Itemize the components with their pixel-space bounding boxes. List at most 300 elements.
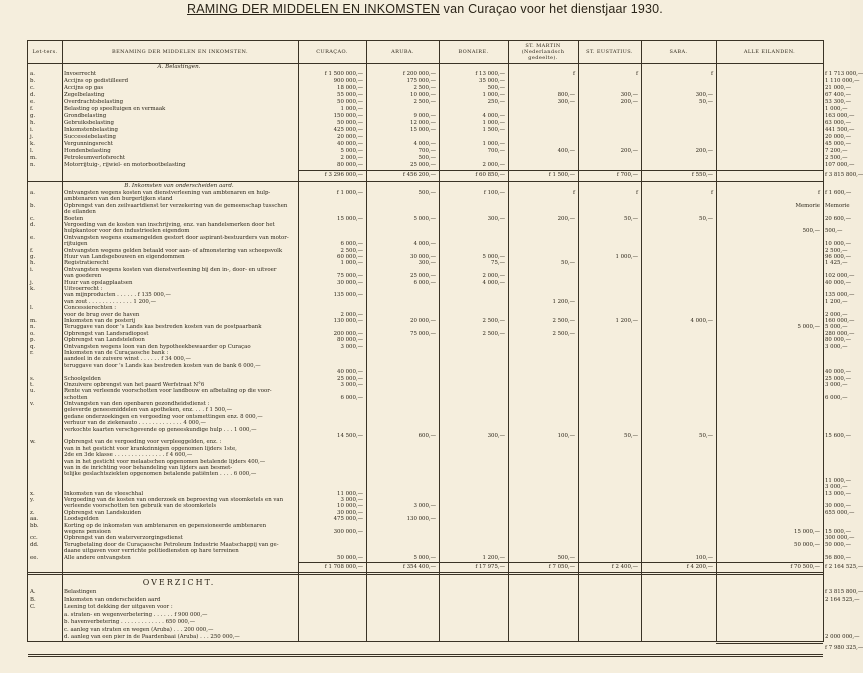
row-value-t: 15 600,— [825, 433, 851, 440]
table-row [28, 644, 863, 652]
row-value-c: 135 000,— [333, 292, 363, 299]
row-letter: n. [30, 162, 36, 168]
row-value-t: f 7 980 325,— [825, 644, 863, 651]
row-letter: w. [30, 439, 36, 446]
row-description: Concessierechten : [64, 305, 117, 312]
row-description: Hondenbelasting [64, 148, 111, 154]
row-value-t: 15 000,— [825, 529, 851, 536]
total-value-e: f 2 400,— [611, 564, 638, 570]
row-description: rijtuigen [64, 241, 88, 248]
header-st-martin: ST. MARTIN (Nederlandsch gedeelte). [521, 43, 565, 61]
row-value-c: 2 500,— [340, 247, 363, 254]
row-value-b: 4 000,— [482, 279, 505, 286]
row-value-t: 25 000,— [825, 375, 851, 382]
row-description: Opbrengst van den waterverzorgingsdienst [64, 535, 183, 542]
row-value-m: 200,— [557, 215, 575, 222]
row-value-s: f [711, 71, 713, 77]
row-value-a: 9 000,— [413, 113, 436, 119]
row-letter: j. [30, 279, 34, 286]
row-description: Opbrengst van den zeilvaartdienst ter verzekering van de gemeenschap tusschen [64, 202, 288, 209]
row-description: Uitvoerrecht : [64, 285, 103, 292]
row-description: Ontvangsten wegens loon van den hypotheekbewaarder op Curaçao [64, 343, 251, 350]
row-description: Huur van Landsgebouwen en eigendommen [64, 253, 185, 260]
row-value-m: 100,— [557, 433, 575, 440]
table-row [28, 612, 823, 619]
row-letter: u. [30, 388, 36, 395]
row-letter: f. [30, 106, 34, 112]
row-letter: n. [30, 324, 36, 331]
row-value-t: 3 000,— [825, 484, 848, 491]
row-letter: r. [30, 349, 34, 356]
header-aruba: ARUBA. [391, 49, 414, 55]
row-value-c: 50 000,— [337, 554, 363, 561]
total-value-al: f 70 500,— [790, 564, 820, 570]
row-description: Gebruiksbelasting [64, 120, 114, 126]
total-value-c: f 1 708 000,— [324, 564, 363, 570]
row-description: Schoolgelden [64, 375, 101, 382]
row-value-t: 53 300,— [825, 99, 851, 105]
row-description: Ontvangsten wegens gelden betaald voor aan- of afmonstering van scheepsvolk [64, 247, 283, 254]
row-description: Leening tot dekking der uitgaven voor : [64, 604, 173, 610]
row-letter: a. [30, 190, 35, 196]
row-letter: A. [30, 589, 36, 595]
row-value-t: 50 000,— [825, 541, 851, 548]
row-description: verkochte kaarten verschgevende op geneeskundige hulp . . . 1 000,— [64, 426, 257, 433]
page-title [0, 2, 850, 16]
row-letter: i. [30, 127, 34, 133]
row-value-t: 300 000,— [825, 535, 855, 542]
row-description: de eilanden [64, 209, 96, 216]
header-name: BENAMING DER MIDDELEN EN INKOMSTEN. [112, 49, 248, 55]
row-value-b: f 100,— [483, 190, 505, 196]
row-description: Teruggave van door 's Lands kas bestreden kosten van de postpaarbank [64, 324, 262, 331]
row-value-m: 800,— [557, 92, 575, 98]
row-description: Accijns op gedistilleerd [64, 78, 129, 84]
row-value-m: 1 200,— [552, 298, 575, 305]
row-value-c: 20 000,— [337, 134, 363, 140]
row-value-m: 400,— [557, 148, 575, 154]
row-description: Belastingen [64, 589, 97, 595]
row-description: Inkomstenbelasting [64, 127, 118, 133]
row-value-c: 5 000,— [340, 148, 363, 154]
row-value-a: 2 500,— [413, 85, 436, 91]
row-value-c: 6 000,— [340, 394, 363, 401]
row-value-c: 425 000,— [333, 127, 363, 133]
row-description: verhuur van de ziekenauto . . . . . . . . . . . . . 4 000,— [64, 420, 206, 427]
header-letters: Let-ters. [32, 49, 58, 55]
row-value-e: 1 200,— [615, 317, 638, 324]
row-value-c: 30 000,— [337, 509, 363, 516]
closing-rule [28, 656, 823, 657]
table-row [28, 554, 851, 562]
header-saba: SABA. [669, 49, 688, 55]
row-letter: b. [30, 78, 36, 84]
row-value-c: 50 000,— [337, 120, 363, 126]
table-row [28, 92, 851, 99]
total-rule [716, 643, 823, 644]
row-description: d. aanleg van een pier in de Paardenbaai (Aruba) . . . 250 000,— [64, 634, 240, 640]
row-value-e: 200,— [620, 148, 638, 154]
row-letter: l. [30, 305, 34, 312]
row-description: Overdrachtsbelasting [64, 99, 124, 105]
row-value-t: 40 000,— [825, 279, 851, 286]
row-value-t: 7 200,— [825, 148, 848, 154]
row-value-al: 50 000,— [794, 541, 820, 548]
row-value-c: 80 000,— [337, 162, 363, 168]
table-row [28, 120, 851, 127]
table-row [28, 589, 863, 596]
row-letter: q. [30, 343, 36, 350]
row-letter: c. [30, 215, 35, 222]
row-value-a: 10 000,— [410, 92, 436, 98]
section-rule [28, 572, 823, 573]
row-value-b: 2 500,— [482, 317, 505, 324]
row-value-c: 80 000,— [337, 337, 363, 344]
row-value-t: 2 500,— [825, 155, 848, 161]
row-value-c: 2 000,— [340, 155, 363, 161]
row-description: Inkomsten van de vleeschhal [64, 490, 144, 497]
row-value-s: 100,— [695, 554, 713, 561]
row-description: Opbrengst van Landstelefoon [64, 337, 145, 344]
row-value-a: 700,— [418, 148, 436, 154]
row-description: Invoerrecht [64, 71, 97, 77]
row-value-b: 700,— [487, 148, 505, 154]
row-letter: z. [30, 509, 35, 516]
table-row [28, 78, 860, 85]
row-value-al: 500,— [802, 228, 820, 235]
row-value-b: 2 000,— [482, 162, 505, 168]
row-value-t: 441 500,— [825, 127, 855, 133]
row-value-m: f [573, 71, 575, 77]
row-value-c: 130 000,— [333, 317, 363, 324]
row-letter: o. [30, 330, 35, 337]
row-value-t: 163 000,— [825, 113, 855, 119]
row-letter: aa. [30, 516, 39, 523]
total-value-s: f 550,— [691, 172, 713, 178]
row-value-c: 15 000,— [337, 215, 363, 222]
row-value-a: 300,— [418, 260, 436, 267]
total-value-b: f 17 975,— [475, 564, 505, 570]
row-value-a: 3 000,— [413, 503, 436, 510]
row-value-t: 40 000,— [825, 369, 851, 376]
row-value-t: f 3 815 800,— [825, 589, 863, 595]
row-value-b: f 13 000,— [475, 71, 505, 77]
row-value-a: 500,— [418, 190, 436, 196]
row-letter: h. [30, 120, 36, 126]
table-row [28, 604, 823, 611]
row-letter: f. [30, 247, 34, 254]
table-row [28, 99, 851, 106]
row-description: verleende voorschotten ten gebruik van de stoomketels [64, 503, 217, 510]
row-value-t: 20 600,— [825, 215, 851, 222]
row-description: 2de en 3de klasse . . . . . . . . . . . . . . . f 4 600,— [64, 452, 193, 459]
row-value-c: 60 000,— [337, 253, 363, 260]
row-description: Ontvangsten wegens kosten van dienstverleening van ambtenaren en hulp- [64, 190, 271, 196]
row-value-c: f 1 500 000,— [324, 71, 363, 77]
row-value-m: 500,— [557, 554, 575, 561]
row-letter: c. [30, 85, 35, 91]
title-rest: van Curaçao voor het dienstjaar 1930. [439, 2, 663, 16]
row-letter: k. [30, 285, 35, 292]
table-row [28, 127, 855, 134]
row-description: Opbrengst van de vergoeding voor verpleeggelden, enz. : [64, 439, 222, 446]
row-value-e: 1 000,— [615, 253, 638, 260]
row-description: Vergunningsrecht [64, 141, 113, 147]
row-value-t: 500,— [825, 228, 843, 235]
row-value-m: 2 500,— [552, 330, 575, 337]
row-value-a: 20 000,— [410, 317, 436, 324]
table-row [28, 134, 851, 141]
row-description: van in het gesticht voor melaatschen opgenomen betalende lijders 400,— [64, 458, 266, 465]
row-letter: k. [30, 141, 35, 147]
row-value-t: 6 000,— [825, 394, 848, 401]
row-description: Ontvangsten van den openbaren gezondheidsdienst : [64, 401, 210, 408]
row-value-t: 45 000,— [825, 141, 851, 147]
row-value-e: 50,— [624, 215, 638, 222]
row-value-t: 5 000,— [825, 324, 848, 331]
row-value-b: 1 200,— [482, 554, 505, 561]
row-value-b: 1 000,— [482, 120, 505, 126]
row-value-c: 200 000,— [333, 330, 363, 337]
row-value-t: 56 800,— [825, 554, 851, 561]
row-letter: g. [30, 253, 36, 260]
row-description: teruggave van door 's Lands kas bestreden kosten van de bank 6 000,— [64, 362, 261, 369]
row-description: van zout . . . . . . . . . . . . . 1 200,— [64, 298, 156, 305]
row-description: Terugbetaling door de Curaçaosche Petroleum Industrie Maatschappij van ge- [64, 541, 279, 548]
total-value-t: f 3 815 800,— [825, 172, 863, 178]
row-value-a: 25 000,— [410, 273, 436, 280]
section-rule [28, 181, 823, 182]
row-letter: m. [30, 317, 37, 324]
row-value-b: 75,— [491, 260, 505, 267]
table-row [28, 162, 855, 169]
row-value-c: 55 000,— [337, 92, 363, 98]
row-description: Accijns op gas [64, 85, 104, 91]
row-description: wegens pensioen [64, 529, 111, 536]
row-value-e: f [636, 71, 638, 77]
row-description: Alle andere ontvangsten [64, 554, 131, 561]
row-value-b: 2 000,— [482, 273, 505, 280]
row-value-t: f 1 600,— [825, 190, 852, 196]
total-value-c: f 3 296 000,— [324, 172, 363, 178]
total-value-a: f 354 400,— [402, 564, 436, 570]
row-description: aandeel in de zuivere winst . . . . . . f 34 000,— [64, 356, 191, 363]
table-row [28, 71, 863, 78]
row-description: Opbrengst van Landskuiden [64, 509, 142, 516]
row-letter: v. [30, 401, 35, 408]
row-value-t: f 1 713 000,— [825, 71, 863, 77]
row-value-al: f [818, 190, 820, 196]
overzicht-heading: OVERZICHT. [142, 578, 216, 587]
row-value-t: 13 000,— [825, 490, 851, 497]
section-a-heading: A. Belastingen. [157, 64, 201, 70]
row-description: Ontvangsten wegens kosten van dienstverleening bij den in-, door- en uitvoer [64, 266, 277, 273]
row-description: Grondbelasting [64, 113, 107, 119]
row-letter: e. [30, 99, 35, 105]
total-rule [298, 562, 823, 563]
row-value-c: 3 000,— [340, 497, 363, 504]
row-value-b: 4 000,— [482, 113, 505, 119]
row-letter: x. [30, 490, 35, 497]
row-value-s: 300,— [695, 92, 713, 98]
title-main: RAMING DER MIDDELEN EN INKOMSTEN [187, 2, 440, 16]
row-value-t: 280 000,— [825, 330, 855, 337]
row-value-c: 1 000,— [340, 260, 363, 267]
row-value-c: 150 000,— [333, 113, 363, 119]
row-value-t: 655 000,— [825, 509, 855, 516]
row-letter: m. [30, 155, 37, 161]
row-value-b: 35 000,— [479, 78, 505, 84]
total-value-m: f 1 500,— [548, 172, 575, 178]
row-value-b: 2 500,— [482, 330, 505, 337]
row-value-t: 96 000,— [825, 253, 851, 260]
budget-table [27, 40, 863, 651]
row-value-c: 3 000,— [340, 381, 363, 388]
row-letter: B. [30, 596, 36, 603]
table-row [28, 155, 848, 162]
row-value-s: 4 000,— [690, 317, 713, 324]
row-value-b: 1 500,— [482, 127, 505, 133]
row-value-e: 300,— [620, 92, 638, 98]
row-value-m: 2 500,— [552, 317, 575, 324]
row-value-m: 50,— [561, 260, 575, 267]
row-description: a. straten- en wegenverbetering . . . . . . f 900 000,— [64, 611, 208, 618]
row-value-s: 50,— [699, 433, 713, 440]
row-value-c: 40 000,— [337, 141, 363, 147]
row-value-a: 600,— [418, 433, 436, 440]
row-description: schotten [64, 394, 88, 401]
row-value-c: 18 000,— [337, 85, 363, 91]
row-value-c: 2 000,— [340, 311, 363, 318]
row-value-t: 11 000,— [825, 477, 851, 484]
row-value-c: 10 000,— [337, 503, 363, 510]
row-value-c: 30 000,— [337, 279, 363, 286]
row-value-t: 10 000,— [825, 241, 851, 248]
row-letter: bb. [30, 522, 39, 529]
row-letter: d. [30, 221, 36, 228]
table-row [28, 113, 855, 120]
total-value-e: f 700,— [616, 172, 638, 178]
row-value-a: 75 000,— [410, 330, 436, 337]
row-value-a: 6 000,— [413, 279, 436, 286]
row-letter: s. [30, 375, 35, 382]
row-description: geleverde geneesmiddelen van apotheken, enz. . . . f 1 500,— [64, 407, 233, 414]
closing-rule [28, 654, 823, 655]
row-description: Petroleumverlofsrecht [64, 155, 126, 161]
row-letter: h. [30, 260, 36, 267]
row-value-c: f 1 000,— [336, 190, 363, 196]
row-value-a: 5 000,— [413, 554, 436, 561]
row-value-c: 1 000,— [340, 106, 363, 112]
row-value-c: 11 000,— [337, 490, 363, 497]
row-value-t: 63 000,— [825, 120, 851, 126]
row-value-b: 1 000,— [482, 141, 505, 147]
row-description: van goederen [64, 273, 102, 280]
row-value-a: 12 000,— [410, 120, 436, 126]
row-value-t: 102 000,— [825, 273, 855, 280]
header-alle-eilanden: ALLE EILANDEN. [743, 49, 796, 55]
total-value-a: f 456 200,— [402, 172, 436, 178]
row-value-t: 3 000,— [825, 381, 848, 388]
row-letter: ee. [30, 554, 39, 561]
table-row [28, 627, 823, 634]
table-row [28, 634, 860, 641]
row-description: Registratierecht [64, 260, 109, 267]
row-letter: y. [30, 497, 35, 504]
total-row-a [28, 172, 863, 179]
row-value-b: 500,— [487, 85, 505, 91]
row-description: Belasting op speeltuigen en vermaak [64, 106, 166, 112]
row-value-a: 2 500,— [413, 99, 436, 105]
row-value-a: 130 000,— [406, 516, 436, 523]
row-description: Rente van verleende voorschotten voor landbouw en afbetaling op die voor- [64, 388, 272, 395]
row-description: voor de brug over de haven [64, 311, 140, 318]
row-letter: i. [30, 266, 34, 273]
total-value-s: f 4 200,— [686, 564, 713, 570]
row-value-c: 3 000,— [340, 343, 363, 350]
row-description: van mijnproducten . . . . . . f 135 000,— [64, 292, 171, 299]
row-value-t: Memorie [825, 202, 850, 209]
row-value-t: 21 000,— [825, 85, 851, 91]
row-letter: j. [30, 134, 34, 140]
total-row-b [28, 564, 863, 571]
row-value-e: 50,— [624, 433, 638, 440]
row-value-c: 475 000,— [333, 516, 363, 523]
table-row [28, 106, 848, 113]
row-description: Inkomsten van onderscheiden aard [64, 596, 161, 603]
row-description: van in de inrichting voor behandeling van lijders aan besmet- [64, 465, 233, 472]
row-value-c: 40 000,— [337, 369, 363, 376]
row-letter: cc. [30, 535, 38, 542]
row-description: b. havenverbetering . . . . . . . . . . . . . 650 000,— [64, 619, 195, 625]
row-description: hulpkantoor voor den industrieelen eigendom [64, 228, 190, 235]
row-letter: dd. [30, 541, 39, 548]
row-value-t: 80 000,— [825, 337, 851, 344]
row-value-a: 175 000,— [406, 78, 436, 84]
row-letter: l. [30, 148, 34, 154]
header-st-eustatius: ST. EUSTATIUS. [586, 49, 633, 55]
row-value-t: 2 000 000,— [825, 634, 860, 640]
table-row [28, 148, 848, 155]
row-value-m: 300,— [557, 99, 575, 105]
row-value-t: 2 000,— [825, 311, 848, 318]
row-value-al: 5 000,— [797, 324, 820, 331]
row-description: Boeten [64, 215, 84, 222]
row-letter: t. [30, 381, 34, 388]
row-description: Motorrijtuig-, rijwiel- en motorbootbelasting [64, 162, 186, 168]
row-value-t: 1 200,— [825, 298, 848, 305]
row-description: Zegelbelasting [64, 92, 105, 98]
row-value-a: 15 000,— [410, 127, 436, 133]
row-value-a: f 200 000,— [402, 71, 436, 77]
header-curacao: CURAÇAO. [316, 49, 348, 55]
row-value-t: 107 000,— [825, 162, 855, 168]
row-letter: d. [30, 92, 36, 98]
row-letter: p. [30, 337, 36, 344]
section-b-heading: B. Inkomsten van onderscheiden aard. [124, 183, 234, 189]
row-value-c: 6 000,— [340, 241, 363, 248]
total-rule [298, 170, 823, 171]
row-value-t: 2 500,— [825, 247, 848, 254]
row-value-a: 500,— [418, 155, 436, 161]
row-letter: g. [30, 113, 36, 119]
row-letter: b. [30, 202, 36, 209]
row-value-a: 4 000,— [413, 141, 436, 147]
row-letter: C. [30, 604, 36, 610]
row-value-t: 3 000,— [825, 343, 848, 350]
row-value-s: 50,— [699, 215, 713, 222]
row-value-t: 30 000,— [825, 503, 851, 510]
